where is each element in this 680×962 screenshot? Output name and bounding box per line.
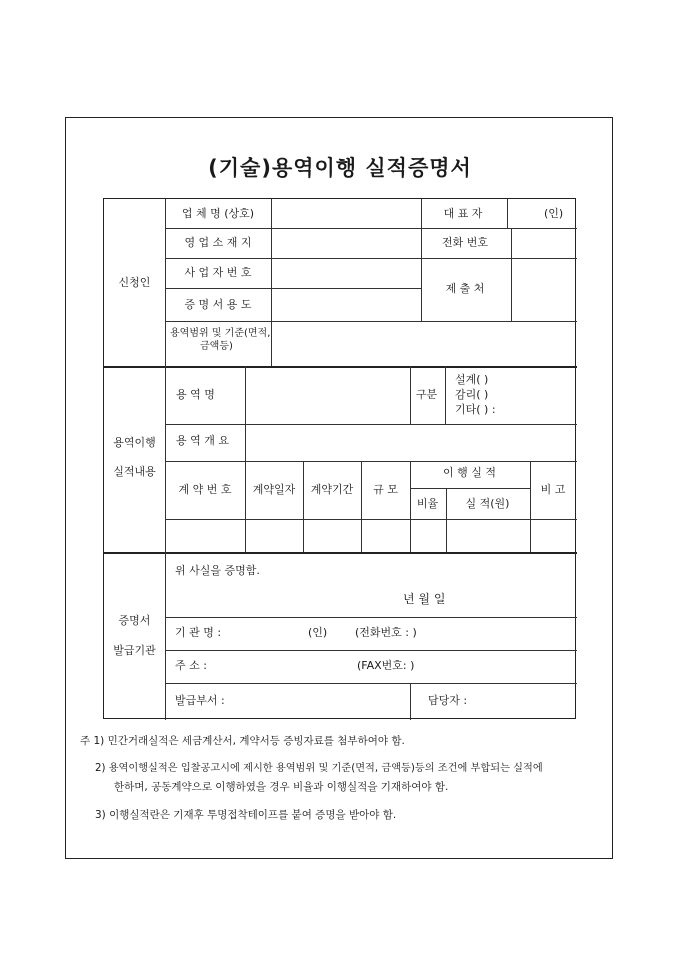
division-option-supervision: 감리( ) <box>455 388 489 401</box>
row-line <box>165 683 577 684</box>
manager-label: 담당자 : <box>428 694 468 707</box>
col-line <box>303 461 304 552</box>
agency-name-label: 기 관 명 : <box>175 626 222 639</box>
col-line <box>245 461 246 552</box>
contract-number-label: 계 약 번 호 <box>178 483 232 496</box>
purpose-label: 증 명 서 용 도 <box>184 298 252 311</box>
section-divider <box>104 552 577 554</box>
note-1: 주 1) 민간거래실적은 세금계산서, 계약서등 증빙자료를 첨부하여야 함. <box>80 735 405 747</box>
scope-label-line2: 금액등) <box>200 341 233 352</box>
seal-mark: (인) <box>544 207 564 220</box>
certification-date-line: 년 월 일 <box>403 592 446 606</box>
phone-label: 전화 번호 <box>441 236 488 249</box>
business-number-label: 사 업 자 번 호 <box>184 266 252 279</box>
performance-section-label-line2: 실적내용 <box>113 465 156 478</box>
col-line <box>271 199 272 366</box>
scope-label-line1: 용역범위 및 기준(면적, <box>170 328 271 339</box>
agency-address-label: 주 소 : <box>175 659 207 672</box>
row-line <box>165 617 577 618</box>
row-line <box>165 288 421 289</box>
row-line <box>165 258 511 259</box>
col-line <box>507 199 508 228</box>
contract-period-label: 계약기간 <box>310 483 354 496</box>
submit-to-label: 제 출 처 <box>445 282 485 295</box>
col-line <box>530 461 531 552</box>
row-line <box>165 321 577 322</box>
scale-label: 규 모 <box>373 483 398 496</box>
representative-label: 대 표 자 <box>443 207 483 220</box>
performance-header: 이 행 실 적 <box>443 466 496 479</box>
row-line <box>165 228 577 229</box>
document-title: (기술)용역이행 실적증명서 <box>208 156 472 180</box>
section-divider <box>104 366 577 368</box>
row-line <box>165 424 577 425</box>
overview-label: 용 역 개 요 <box>176 434 229 447</box>
certification-section-label-line1: 증명서 <box>118 614 151 627</box>
applicant-section-label: 신청인 <box>118 276 151 289</box>
business-address-label: 영 업 소 재 지 <box>184 236 252 249</box>
col-line <box>245 366 246 461</box>
amount-label: 실 적(원) <box>465 497 510 510</box>
row-line <box>165 461 577 462</box>
performance-section-label-line1: 용역이행 <box>113 436 156 449</box>
row-line <box>410 488 530 489</box>
note-3: 3) 이행실적란은 기재후 투명접착테이프를 붙여 증명을 받아야 함. <box>95 809 397 821</box>
division-option-design: 설계( ) <box>455 373 489 386</box>
agency-fax: (FAX번호: ) <box>357 659 415 672</box>
row-line <box>165 650 577 651</box>
agency-seal: (인) <box>308 626 328 639</box>
agency-phone: (전화번호 : ) <box>355 626 417 639</box>
col-line <box>445 366 446 424</box>
col-line <box>511 228 512 321</box>
note-2-line1: 2) 용역이행실적은 입찰공고시에 제시한 용역범위 및 기준(면적, 금액등)등의 조건에 부합되는 실적에 <box>95 763 543 774</box>
row-line <box>511 258 577 259</box>
division-option-other: 기타( ) : <box>455 403 496 416</box>
remarks-label: 비 고 <box>540 483 566 496</box>
company-name-label: 업 체 명 (상호) <box>181 207 255 220</box>
division-label: 구분 <box>415 388 438 401</box>
certification-section-label-line2: 발급기관 <box>113 644 156 657</box>
col-line <box>361 461 362 552</box>
ratio-label: 비율 <box>416 497 439 510</box>
service-name-label: 용 역 명 <box>176 388 215 401</box>
row-line <box>165 519 577 520</box>
note-2-line2: 한하며, 공동계약으로 이행하였을 경우 비율과 이행실적을 기재하여야 함. <box>114 781 449 793</box>
certification-statement: 위 사실을 증명함. <box>175 564 260 577</box>
contract-date-label: 계약일자 <box>252 483 296 496</box>
issuing-dept-label: 발급부서 : <box>175 694 225 707</box>
col-line <box>410 683 411 720</box>
